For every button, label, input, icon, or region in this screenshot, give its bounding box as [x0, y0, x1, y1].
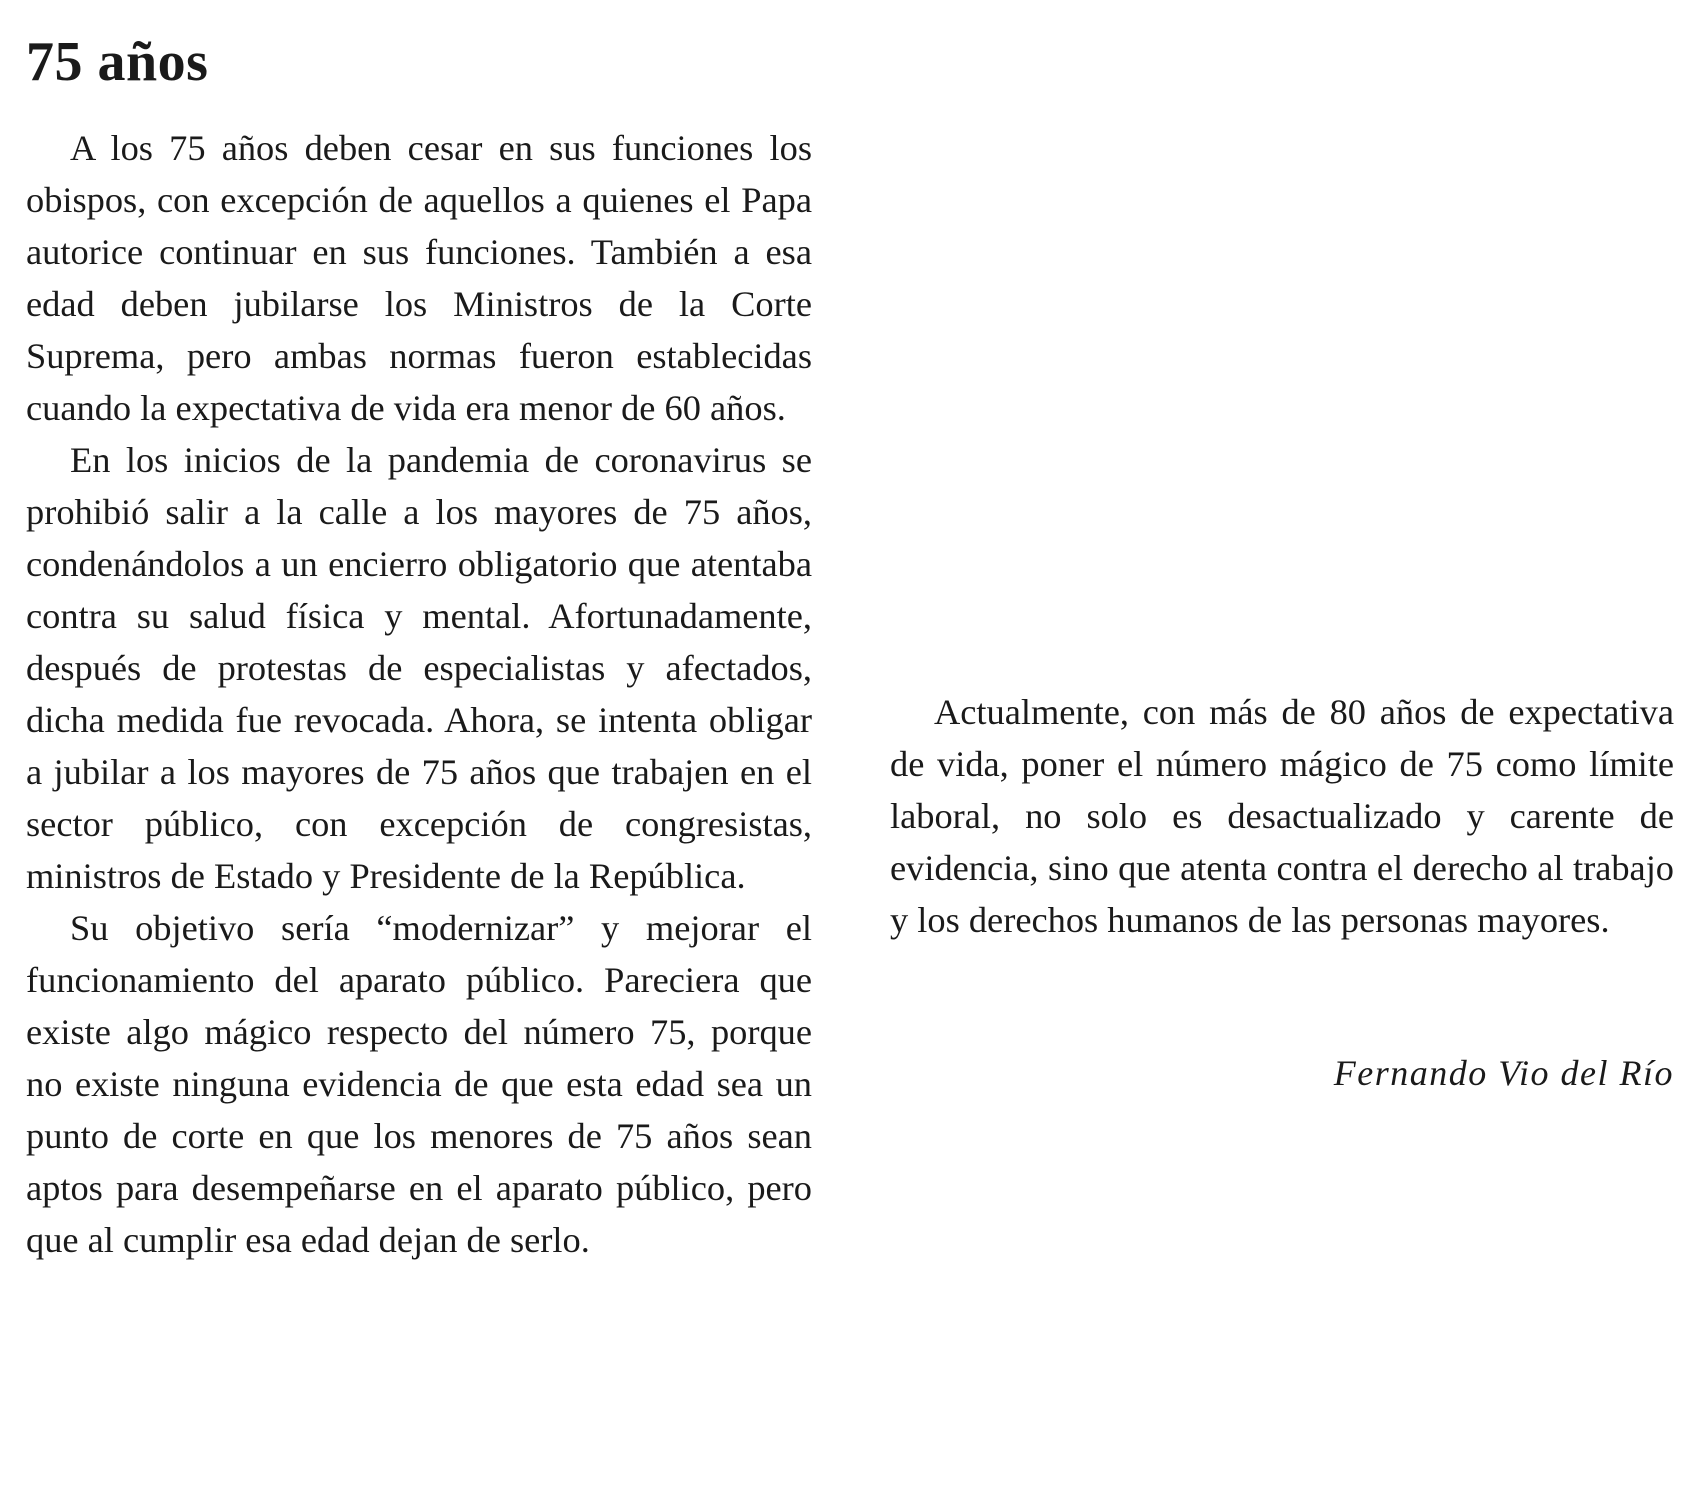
article-paragraph: En los inicios de la pandemia de coronavirus se prohibió salir a la calle a los mayores de 75 años, condenándolos a un encierro obligatorio que atentaba contra su salud física y mental. Afortunadamente, después de protestas de especialistas y afectados, dicha medida fue revocada. Ahora, se intenta obligar a jubilar a los mayores de 75 años que trabajen en el sector público, con excepción de congresistas, ministros de Estado y Presidente de la República.: [26, 440, 812, 896]
article-paragraph: Su objetivo sería “modernizar” y mejorar el funcionamiento del aparato público. Pareciera que existe algo mágico respecto del número 75, porque no existe ninguna evidencia de que esta edad sea un punto de corte en que los menores de 75 años sean aptos para desempeñarse en el aparato público, pero que al cumplir esa edad dejan de serlo.: [26, 908, 812, 1260]
author-signature: Fernando Vio del Río: [1333, 1053, 1674, 1093]
article-paragraph: Actualmente, con más de 80 años de expectativa de vida, poner el número mágico de 75 como límite laboral, no solo es desactualizado y carente de evidencia, sino que atenta contra el derecho al trabajo y los derechos humanos de las personas mayores.: [890, 692, 1674, 940]
article-column-left: [26, 122, 812, 1266]
article-paragraph: A los 75 años deben cesar en sus funciones los obispos, con excepción de aquellos a quienes el Papa autorice continuar en sus funciones. También a esa edad deben jubilarse los Ministros de la Corte Suprema, pero ambas normas fueron establecidas cuando la expectativa de vida era menor de 60 años.: [26, 128, 812, 428]
article-column-right: [890, 686, 1674, 946]
article-title: 75 años: [26, 31, 209, 93]
